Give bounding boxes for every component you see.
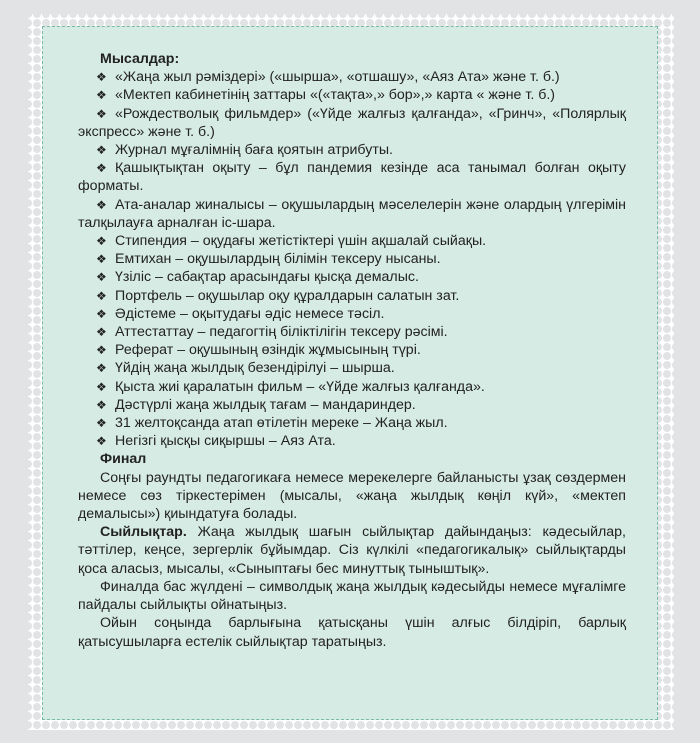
list-item-text: Негізгі қысқы сиқыршы – Аяз Ата. xyxy=(115,433,336,450)
list-item xyxy=(78,305,626,323)
final-paragraph: Соңғы раундты педагогикаға немесе мерекелерге байланысты ұзақ сөздермен немесе сөз тіркестерімен (мысалы, «жаңа жылдық көңіл күй», «мектеп демалысы») қиындатуға болады. xyxy=(78,469,626,523)
diamond-bullet-icon: ❖ xyxy=(96,325,107,340)
list-item-text: Қашықтықтан оқыту – бұл пандемия кезінде аса танымал болған оқыту форматы. xyxy=(78,160,626,195)
diamond-bullet-icon: ❖ xyxy=(96,88,107,103)
list-item-text: Үйдің жаңа жылдық безендірілуі – шырша. xyxy=(115,360,395,377)
prizes-text: Жаңа жылдық шағын сыйлықтар дайындаңыз: кәдесыйлар, тәттілер, кеңсе, зергерлік бұйымдар. Сіз күлкілі «педагогикалық» сыйлықтарды қоса аласыз, мысалы, «Сыныптағы бес минуттық тыныштық». xyxy=(78,524,626,577)
list-item-text: 31 желтоқсанда атап өтілетін мереке – Жаңа жыл. xyxy=(115,415,448,432)
list-item-text: «Жаңа жыл рәміздері» («шырша», «отшашу», «Аяз Ата» және т. б.) xyxy=(115,69,560,86)
list-item xyxy=(78,287,626,305)
list-item xyxy=(78,323,626,341)
list-item-text: Емтихан – оқушылардың білімін тексеру нысаны. xyxy=(115,251,441,268)
list-item xyxy=(78,359,626,377)
closing-paragraph: Ойын соңында барлығына қатысқаны үшін алғыс білдіріп, барлық қатысушыларға естелік сыйлықтар таратыңыз. xyxy=(78,615,626,650)
diamond-bullet-icon: ❖ xyxy=(96,197,107,212)
final-heading: Финал xyxy=(100,451,147,468)
diamond-bullet-icon: ❖ xyxy=(96,434,107,449)
diamond-bullet-icon: ❖ xyxy=(96,161,107,176)
list-item-text: Әдістеме – оқытудағы әдіс немесе тәсіл. xyxy=(115,305,385,322)
diamond-bullet-icon: ❖ xyxy=(96,397,107,412)
list-item xyxy=(78,341,626,359)
list-item-text: Журнал мұғалімнің баға қоятын атрибуты. xyxy=(115,142,393,159)
diamond-bullet-icon: ❖ xyxy=(96,270,107,285)
document-body xyxy=(78,50,626,651)
list-item-text: Портфель – оқушылар оқу құралдарын салатын зат. xyxy=(115,287,460,304)
diamond-bullet-icon: ❖ xyxy=(96,252,107,267)
list-item xyxy=(78,414,626,432)
list-item xyxy=(78,396,626,414)
list-item xyxy=(78,86,626,104)
list-item-text: «Рождестволық фильмдер» («Үйде жалғыз қалғанда», «Гринч», «Полярлық экспресс» және т. б.) xyxy=(78,105,626,140)
diamond-bullet-icon: ❖ xyxy=(96,70,107,85)
diamond-bullet-icon: ❖ xyxy=(96,361,107,376)
list-item-text: Аттестаттау – педагогтің біліктілігін тексеру рәсімі. xyxy=(115,324,448,341)
grand-prize-paragraph: Финалда бас жүлдені – символдық жаңа жылдық кәдесыйды немесе мұғалімге пайдалы сыйлықты ойнатыңыз. xyxy=(78,578,626,614)
diamond-bullet-icon: ❖ xyxy=(96,379,107,394)
list-item xyxy=(78,141,626,159)
list-item-text: Қыста жиі қаралатын фильм – «Үйде жалғыз қалғанда». xyxy=(115,378,485,395)
examples-list xyxy=(78,68,626,450)
list-item xyxy=(78,68,626,86)
prizes-paragraph xyxy=(78,523,626,578)
diamond-bullet-icon: ❖ xyxy=(96,416,107,431)
list-item xyxy=(78,232,626,250)
list-item xyxy=(78,105,626,141)
list-item-text: Дәстүрлі жаңа жылдық тағам – мандариндер. xyxy=(115,396,416,413)
diamond-bullet-icon: ❖ xyxy=(96,288,107,303)
diamond-bullet-icon: ❖ xyxy=(96,234,107,249)
diamond-bullet-icon: ❖ xyxy=(96,306,107,321)
list-item xyxy=(78,250,626,268)
list-item-text: «Мектеп кабинетінің заттары «(«тақта»,» бор»,» карта « және т. б.) xyxy=(115,87,555,104)
list-item-text: Стипендия – оқудағы жетістіктері үшін ақшалай сыйақы. xyxy=(115,233,487,250)
list-item-text: Үзіліс – сабақтар арасындағы қысқа демалыс. xyxy=(115,269,419,286)
diamond-bullet-icon: ❖ xyxy=(96,143,107,158)
list-item-text: Реферат – оқушының өзіндік жұмысының түрі. xyxy=(115,342,421,359)
list-item-text: Ата-аналар жиналысы – оқушылардың мәселелерін және олардың үлгерімін талқылауға арналған іс-шара. xyxy=(78,196,626,231)
list-item xyxy=(78,378,626,396)
diamond-bullet-icon: ❖ xyxy=(96,343,107,358)
list-item xyxy=(78,196,626,232)
diamond-bullet-icon: ❖ xyxy=(96,106,107,121)
list-item xyxy=(78,159,626,195)
list-item xyxy=(78,268,626,286)
list-item xyxy=(78,432,626,450)
prizes-heading: Сыйлықтар. xyxy=(100,524,187,541)
examples-heading: Мысалдар: xyxy=(100,51,180,67)
